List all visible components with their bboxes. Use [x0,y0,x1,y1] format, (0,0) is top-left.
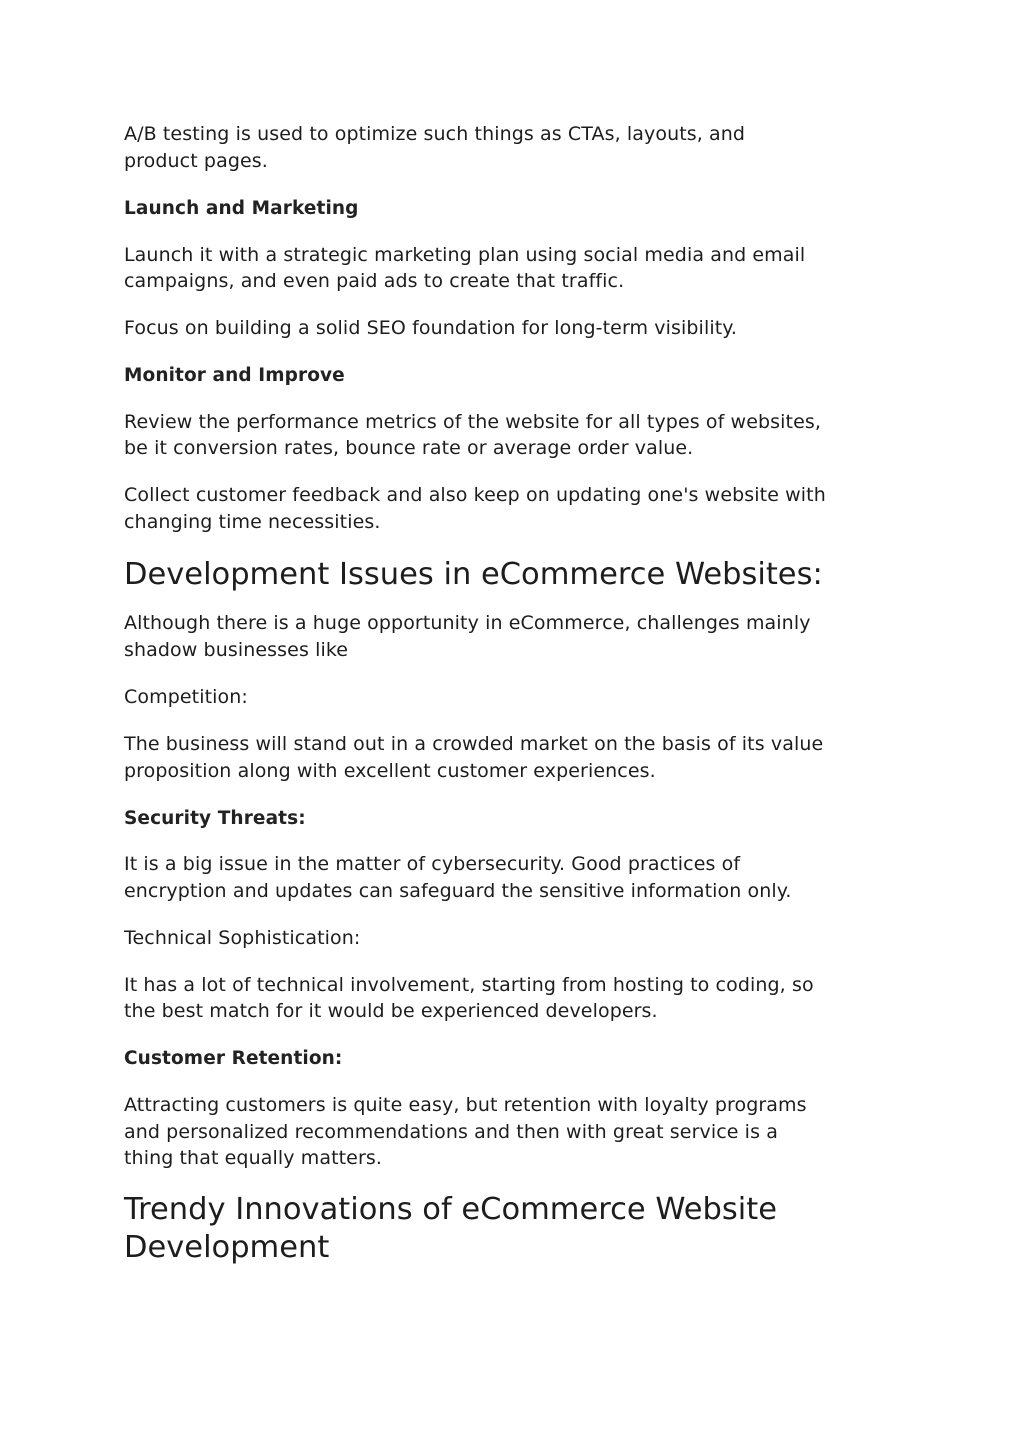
text-line: and personalized recommendations and then with great service is a [124,1121,778,1143]
text-line: Although there is a huge opportunity in eCommerce, challenges mainly [124,612,811,634]
development-issues-heading: Development Issues in eCommerce Websites: [124,557,823,592]
competition-label: Competition: [124,686,248,708]
text-line: shadow businesses like [124,639,349,661]
text-line: campaigns, and even paid ads to create that traffic. [124,270,625,292]
text-line: proposition along with excellent customer experiences. [124,760,656,782]
customer-retention-heading: Customer Retention: [124,1048,343,1069]
text-line: Review the performance metrics of the website for all types of websites, [124,411,821,433]
launch-marketing-heading: Launch and Marketing [124,198,359,219]
text-line: changing time necessities. [124,511,381,533]
monitor-improve-heading: Monitor and Improve [124,365,345,386]
text-line: The business will stand out in a crowded market on the basis of its value [124,733,824,755]
text-line: Attracting customers is quite easy, but retention with loyalty programs [124,1094,807,1116]
seo-paragraph: Focus on building a solid SEO foundation for long-term visibility. [124,317,738,339]
text-line: A/B testing is used to optimize such things as CTAs, layouts, and [124,123,746,145]
text-line: Launch it with a strategic marketing plan using social media and email [124,244,806,266]
heading-line: Development [124,1230,330,1265]
heading-line: Trendy Innovations of eCommerce Website [124,1192,777,1227]
text-line: thing that equally matters. [124,1147,383,1169]
text-line: Collect customer feedback and also keep on updating one's website with [124,484,826,506]
technical-sophistication-label: Technical Sophistication: [124,927,361,949]
text-line: It is a big issue in the matter of cybersecurity. Good practices of [124,853,741,875]
text-line: It has a lot of technical involvement, starting from hosting to coding, so [124,974,814,996]
text-line: be it conversion rates, bounce rate or average order value. [124,437,694,459]
text-line: the best match for it would be experienced developers. [124,1000,658,1022]
security-threats-heading: Security Threats: [124,808,306,829]
text-line: encryption and updates can safeguard the sensitive information only. [124,880,792,902]
text-line: product pages. [124,150,268,172]
